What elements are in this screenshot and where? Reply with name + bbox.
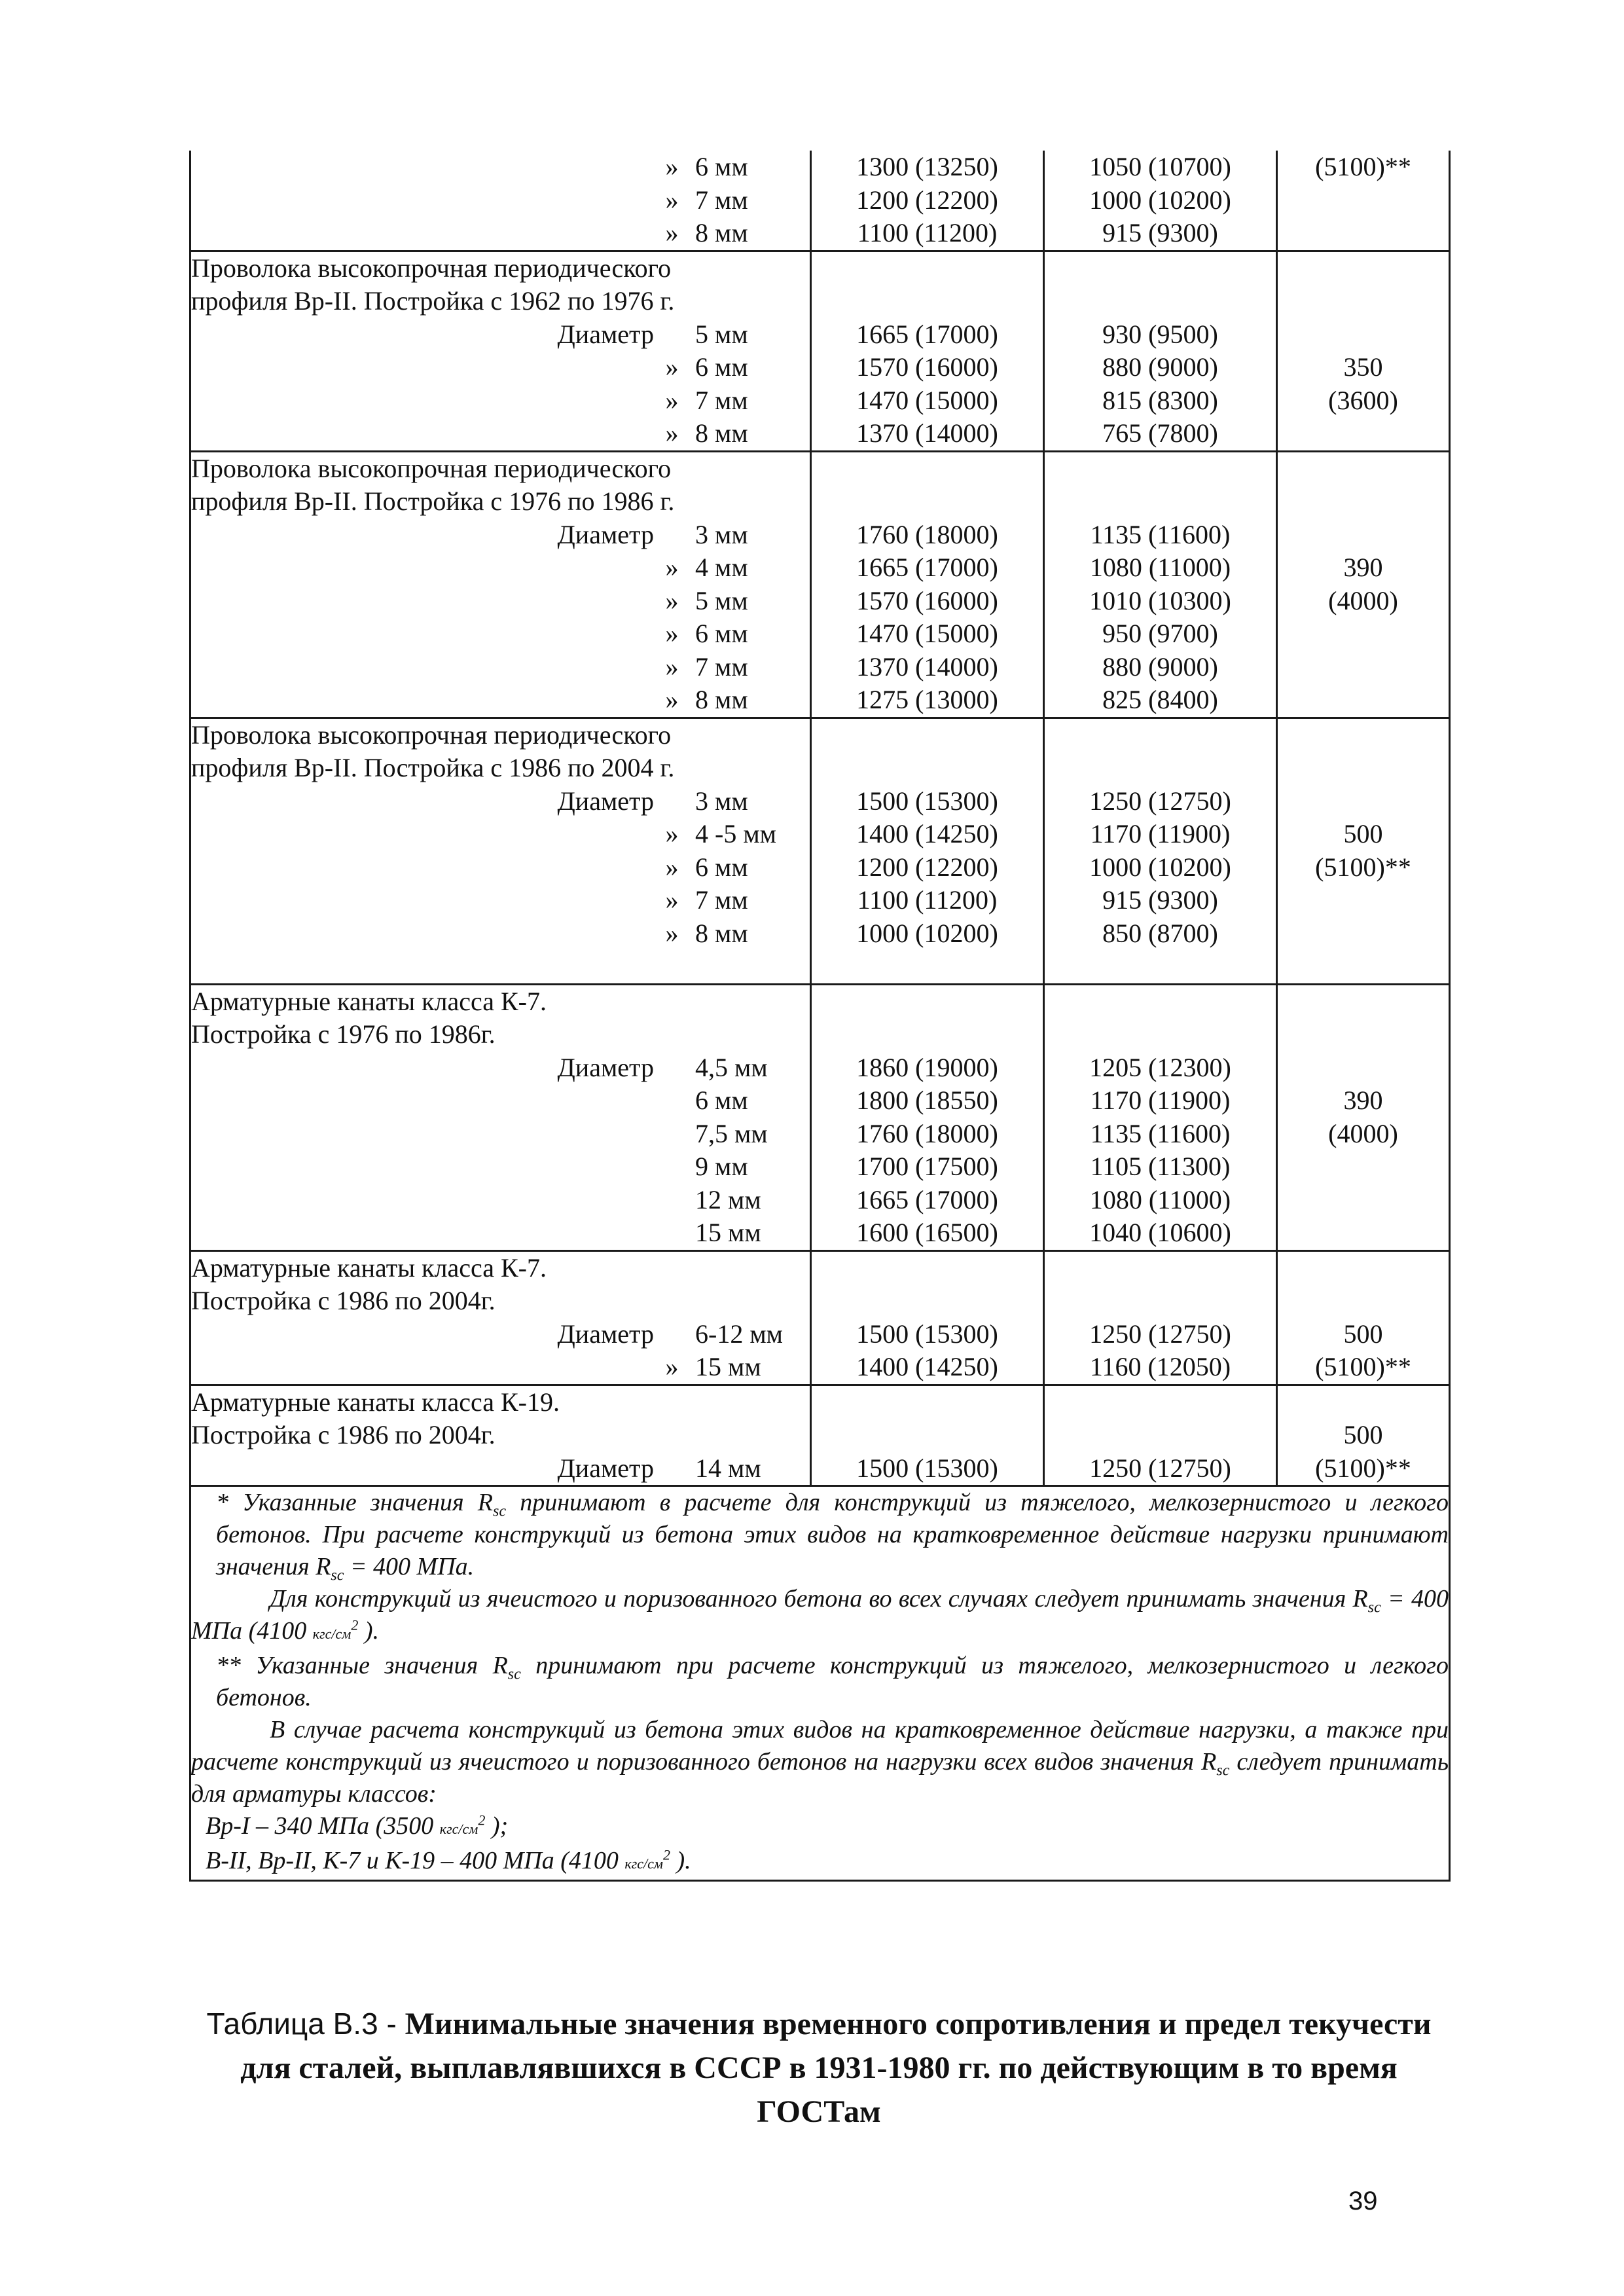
compression-strength-cell	[1277, 451, 1450, 718]
diameter-label: Диаметр	[557, 1052, 654, 1082]
tensile-strength-cell	[811, 1250, 1044, 1385]
tensile-strength-value: 1300 (13250)	[856, 152, 998, 181]
steel-description-cell	[190, 1250, 811, 1385]
compression-strength-value	[1278, 485, 1449, 519]
design-strength-cell	[1044, 451, 1277, 718]
table-body	[190, 151, 1450, 1881]
ditto-mark	[654, 1084, 690, 1118]
compression-strength-value	[1278, 651, 1449, 684]
blank-line	[1045, 252, 1276, 285]
diameter-size: 7,5 мм	[695, 1118, 768, 1148]
ditto-mark	[654, 1452, 690, 1485]
diameter-row	[191, 1452, 810, 1485]
ditto-mark	[654, 1216, 690, 1250]
tensile-strength-value: 1200 (12200)	[856, 852, 998, 882]
ditto-mark: »	[665, 918, 679, 948]
compression-strength-value	[1278, 1184, 1449, 1217]
tensile-strength-value: 1500 (15300)	[856, 1319, 998, 1349]
tensile-strength-value: 1760 (18000)	[856, 1118, 998, 1148]
ditto-mark: »	[665, 185, 679, 215]
diameter-row	[191, 384, 810, 418]
compression-strength-value: (3600)	[1328, 385, 1398, 415]
steel-description-cell	[190, 251, 811, 451]
diameter-row	[191, 217, 810, 250]
tensile-strength-value: 1760 (18000)	[856, 519, 998, 549]
diameter-size: 7 мм	[695, 385, 748, 415]
compression-strength-value: (4000)	[1328, 585, 1398, 615]
ditto-mark: »	[665, 819, 679, 848]
diameter-row	[191, 184, 810, 217]
diameter-label	[191, 417, 654, 450]
compression-strength-value: 390	[1343, 553, 1383, 582]
design-strength-value: 1250 (12750)	[1089, 1319, 1231, 1349]
description-line: Проволока высокопрочная периодического	[191, 453, 672, 483]
tensile-strength-value: 1700 (17500)	[856, 1152, 998, 1181]
diameter-size: 5 мм	[695, 585, 748, 615]
ditto-mark: »	[665, 651, 679, 682]
table-group-row	[190, 251, 1450, 451]
description-line: профиля Вр-II. Постройка с 1976 по 1986 г.	[191, 486, 675, 516]
table-footnotes	[190, 1486, 1450, 1881]
tensile-strength-value: 1470 (15000)	[856, 385, 998, 415]
tensile-strength-value: 1665 (17000)	[856, 319, 998, 349]
diameter-label	[191, 651, 654, 684]
table-group-row	[190, 1385, 1450, 1486]
ditto-mark: »	[665, 152, 679, 181]
tensile-strength-cell	[811, 251, 1044, 451]
footnote-class-b2: В-II, Вр-II, К-7 и К-19 – 400 МПа (4100 кгс/$см^2$ ).	[206, 1846, 691, 1874]
design-strength-value: 1170 (11900)	[1090, 819, 1231, 848]
diameter-row	[191, 818, 810, 851]
design-strength-value: 1000 (10200)	[1089, 185, 1231, 215]
tensile-strength-value: 1665 (17000)	[856, 553, 998, 582]
tensile-strength-value: 1370 (14000)	[856, 651, 998, 682]
ditto-mark: »	[665, 385, 679, 415]
blank-line	[1045, 1419, 1276, 1452]
diameter-row	[191, 151, 810, 184]
ditto-mark: »	[665, 685, 679, 714]
compression-strength-value	[1278, 884, 1449, 917]
diameter-label	[191, 617, 654, 651]
steel-description-cell	[190, 151, 811, 251]
design-strength-value: 1160 (12050)	[1089, 1352, 1231, 1381]
compression-strength-value	[1278, 683, 1449, 717]
diameter-label	[191, 151, 654, 184]
table-caption	[189, 2002, 1449, 2134]
diameter-size: 8 мм	[695, 418, 748, 448]
steel-description-cell	[190, 1385, 811, 1486]
compression-strength-value	[1278, 1285, 1449, 1318]
tensile-strength-value: 1800 (18550)	[856, 1085, 998, 1115]
design-strength-value: 1010 (10300)	[1089, 585, 1231, 615]
footnote-2: ** Указанные значения $R_{sc}$ принимают при расчете конструкций из тяжелого, мелкозернистого и легкого бетонов.	[216, 1652, 1449, 1711]
design-strength-value: 1050 (10700)	[1089, 152, 1231, 181]
blank-line	[812, 752, 1043, 785]
tensile-strength-cell	[811, 718, 1044, 984]
diameter-row	[191, 351, 810, 384]
ditto-mark	[654, 1318, 690, 1351]
caption-title: Минимальные значения временного сопротивления и предел текучести для сталей, выплавлявшихся в СССР в 1931-1980 гг. по действующим в то время ГОСТам	[240, 2007, 1432, 2129]
compression-strength-value: 500	[1343, 1420, 1383, 1449]
diameter-size: 7 мм	[695, 185, 748, 215]
design-strength-value: 765 (7800)	[1102, 418, 1218, 448]
description-line: Проволока высокопрочная периодического	[191, 720, 672, 750]
tensile-strength-cell	[811, 151, 1044, 251]
table-group-row	[190, 984, 1450, 1250]
table-group-row	[190, 1250, 1450, 1385]
diameter-label	[191, 585, 654, 618]
ditto-mark: »	[665, 885, 679, 915]
description-line: Постройка с 1976 по 1986г.	[191, 1019, 496, 1049]
tensile-strength-cell	[811, 984, 1044, 1250]
diameter-label	[191, 1084, 654, 1118]
diameter-label	[191, 851, 654, 884]
design-strength-value: 1080 (11000)	[1089, 1184, 1231, 1214]
diameter-size: 4 мм	[695, 553, 748, 582]
blank-line	[1045, 452, 1276, 486]
design-strength-cell	[1044, 1250, 1277, 1385]
diameter-size: 4,5 мм	[695, 1052, 768, 1082]
blank-line	[1045, 285, 1276, 318]
design-strength-value: 1250 (12750)	[1089, 1453, 1231, 1483]
ditto-mark: »	[665, 352, 679, 382]
diameter-size: 3 мм	[695, 519, 748, 549]
ditto-mark	[654, 1051, 690, 1085]
compression-strength-value: 500	[1343, 1319, 1383, 1349]
tensile-strength-cell	[811, 451, 1044, 718]
ditto-mark	[654, 1150, 690, 1184]
compression-strength-value	[1278, 1150, 1449, 1184]
tensile-strength-value: 1500 (15300)	[856, 1453, 998, 1483]
blank-line	[1045, 1252, 1276, 1285]
ditto-mark: »	[665, 218, 679, 247]
blank-line	[812, 1419, 1043, 1452]
diameter-row	[191, 519, 810, 552]
compression-strength-value	[1278, 752, 1449, 785]
compression-strength-value: (4000)	[1328, 1118, 1398, 1148]
compression-strength-value: (5100)**	[1315, 1453, 1411, 1483]
footnote-2-short-term: В случае расчета конструкций из бетона этих видов на кратковременное действие нагрузки, а также при расчете конструкций из ячеистого и поризованного бетонов на нагрузки всех видов значения $R_{sc}$ следует принимать для арматуры классов:	[191, 1716, 1449, 1808]
diameter-size: 6 мм	[695, 1085, 748, 1115]
tensile-strength-value: 1370 (14000)	[856, 418, 998, 448]
design-strength-cell	[1044, 251, 1277, 451]
compression-strength-value	[1278, 719, 1449, 752]
diameter-label	[191, 1351, 654, 1384]
design-strength-cell	[1044, 1385, 1277, 1486]
compression-strength-value: 390	[1343, 1085, 1383, 1115]
diameter-label	[191, 1184, 654, 1217]
diameter-row	[191, 318, 810, 352]
blank-line	[812, 252, 1043, 285]
ditto-mark: »	[665, 1352, 679, 1381]
table-group-row	[190, 718, 1450, 984]
ditto-mark: »	[665, 553, 679, 582]
diameter-label	[191, 217, 654, 250]
description-line: Арматурные канаты класса К-19.	[191, 1387, 560, 1417]
diameter-row	[191, 1051, 810, 1085]
tensile-strength-value: 1860 (19000)	[856, 1052, 998, 1082]
footnote-class-vr1: Вр-I – 340 МПа (3500 кгс/$см^2$ );	[206, 1812, 509, 1840]
compression-strength-value	[1278, 917, 1449, 951]
diameter-label: Диаметр	[557, 786, 654, 816]
ditto-mark	[654, 785, 690, 818]
caption-prefix: Таблица В.3 -	[206, 2007, 405, 2041]
design-strength-value: 915 (9300)	[1102, 885, 1218, 915]
diameter-label	[191, 1216, 654, 1250]
blank-line	[812, 452, 1043, 486]
compression-strength-value	[1278, 785, 1449, 818]
design-strength-value: 880 (9000)	[1102, 352, 1218, 382]
tensile-strength-value: 1570 (16000)	[856, 585, 998, 615]
compression-strength-value	[1278, 252, 1449, 285]
ditto-mark: »	[665, 619, 679, 648]
compression-strength-value: 500	[1343, 819, 1383, 848]
diameter-size: 6-12 мм	[695, 1319, 783, 1349]
diameter-size: 14 мм	[695, 1453, 761, 1483]
ditto-mark	[654, 519, 690, 552]
diameter-label	[191, 184, 654, 217]
compression-strength-value: (5100)**	[1315, 1352, 1411, 1381]
design-strength-value: 1250 (12750)	[1089, 786, 1231, 816]
compression-strength-value	[1278, 318, 1449, 352]
compression-strength-value	[1278, 519, 1449, 552]
design-strength-cell	[1044, 718, 1277, 984]
compression-strength-value	[1278, 985, 1449, 1019]
diameter-row	[191, 1351, 810, 1384]
diameter-row	[191, 1118, 810, 1151]
steel-description-cell	[190, 984, 811, 1250]
tensile-strength-value: 1470 (15000)	[856, 619, 998, 648]
design-strength-value: 1105 (11300)	[1090, 1152, 1231, 1181]
compression-strength-value: (5100)**	[1315, 852, 1411, 882]
diameter-size: 6 мм	[695, 852, 748, 882]
diameter-row	[191, 1084, 810, 1118]
diameter-row	[191, 785, 810, 818]
diameter-label	[191, 683, 654, 717]
compression-strength-value	[1278, 1216, 1449, 1250]
compression-strength-cell	[1277, 251, 1450, 451]
ditto-mark: »	[665, 585, 679, 615]
compression-strength-value	[1278, 1051, 1449, 1085]
ditto-mark: »	[665, 852, 679, 882]
diameter-label	[191, 1118, 654, 1151]
diameter-size: 6 мм	[695, 619, 748, 648]
blank-line	[1045, 752, 1276, 785]
compression-strength-value	[1278, 617, 1449, 651]
description-line: Постройка с 1986 по 2004г.	[191, 1420, 496, 1449]
blank-line	[1045, 1018, 1276, 1051]
design-strength-value: 1205 (12300)	[1089, 1052, 1231, 1082]
diameter-row	[191, 1150, 810, 1184]
diameter-row	[191, 617, 810, 651]
compression-strength-cell	[1277, 1385, 1450, 1486]
tensile-strength-value: 1665 (17000)	[856, 1184, 998, 1214]
design-strength-value: 1080 (11000)	[1089, 553, 1231, 582]
diameter-row	[191, 651, 810, 684]
diameter-row	[191, 1216, 810, 1250]
diameter-size: 15 мм	[695, 1352, 761, 1381]
table-group-row	[190, 451, 1450, 718]
description-line: Проволока высокопрочная периодического	[191, 253, 672, 283]
design-strength-value: 1135 (11600)	[1090, 1118, 1231, 1148]
diameter-row	[191, 851, 810, 884]
blank-line	[1045, 485, 1276, 519]
diameter-size: 8 мм	[695, 685, 748, 714]
design-strength-value: 915 (9300)	[1102, 218, 1218, 247]
compression-strength-value	[1278, 1386, 1449, 1419]
tensile-strength-cell	[811, 1385, 1044, 1486]
diameter-row	[191, 683, 810, 717]
steel-description-cell	[190, 451, 811, 718]
blank-line	[1045, 985, 1276, 1019]
blank-line	[812, 1018, 1043, 1051]
design-strength-value: 815 (8300)	[1102, 385, 1218, 415]
tensile-strength-value: 1570 (16000)	[856, 352, 998, 382]
design-strength-value: 1000 (10200)	[1089, 852, 1231, 882]
diameter-size: 8 мм	[695, 218, 748, 247]
design-strength-value: 1170 (11900)	[1090, 1085, 1231, 1115]
blank-line	[1045, 719, 1276, 752]
tensile-strength-value: 1100 (11200)	[857, 885, 998, 915]
ditto-mark	[654, 318, 690, 352]
diameter-size: 8 мм	[695, 918, 748, 948]
diameter-label	[191, 384, 654, 418]
diameter-row	[191, 585, 810, 618]
diameter-size: 7 мм	[695, 885, 748, 915]
compression-strength-value	[1278, 1252, 1449, 1285]
design-strength-value: 825 (8400)	[1102, 685, 1218, 714]
ditto-mark: »	[665, 418, 679, 448]
table-group-row	[190, 151, 1450, 251]
tensile-strength-value: 1500 (15300)	[856, 786, 998, 816]
design-strength-value: 950 (9700)	[1102, 619, 1218, 648]
diameter-size: 12 мм	[695, 1184, 761, 1214]
diameter-row	[191, 884, 810, 917]
design-strength-value: 1135 (11600)	[1090, 519, 1231, 549]
diameter-label: Диаметр	[557, 1453, 654, 1483]
compression-strength-value: (5100)**	[1315, 152, 1411, 181]
compression-strength-value	[1278, 452, 1449, 486]
blank-line	[191, 950, 810, 983]
page-number: 39	[1348, 2187, 1378, 2215]
diameter-size: 6 мм	[695, 352, 748, 382]
diameter-row	[191, 551, 810, 585]
tensile-strength-value: 1000 (10200)	[856, 918, 998, 948]
diameter-label: Диаметр	[557, 319, 654, 349]
design-strength-value: 850 (8700)	[1102, 918, 1218, 948]
compression-strength-value	[1278, 1018, 1449, 1051]
blank-line	[812, 985, 1043, 1019]
ditto-mark	[654, 1184, 690, 1217]
diameter-size: 6 мм	[695, 152, 748, 181]
diameter-size: 3 мм	[695, 786, 748, 816]
tensile-strength-value: 1100 (11200)	[857, 218, 998, 247]
footnote-1-cellular: Для конструкций из ячеистого и поризованного бетона во всех случаях следует принимать значения $R_{sc} = 400$ МПа (4100 кгс/$см^2$ ).	[191, 1585, 1449, 1645]
diameter-row	[191, 1318, 810, 1351]
tensile-strength-value: 1200 (12200)	[856, 185, 998, 215]
compression-strength-cell	[1277, 1250, 1450, 1385]
diameter-label	[191, 884, 654, 917]
diameter-label	[191, 917, 654, 951]
notes-row	[190, 1486, 1450, 1881]
reinforcement-strength-table	[189, 151, 1451, 1882]
diameter-size: 9 мм	[695, 1152, 748, 1181]
description-line: Арматурные канаты класса К-7.	[191, 1252, 547, 1283]
blank-line	[812, 1252, 1043, 1285]
diameter-label: Диаметр	[557, 519, 654, 549]
ditto-mark	[654, 1118, 690, 1151]
footnote-1: * Указанные значения $R_{sc}$ принимают в расчете для конструкций из тяжелого, мелкозернистого и легкого бетонов. При расчете конструкций из бетона этих видов на кратковременное действие нагрузки принимают значения $R_{sc} = 400$ МПа.	[216, 1489, 1449, 1584]
design-strength-value: 880 (9000)	[1102, 651, 1218, 682]
diameter-size: 5 мм	[695, 319, 748, 349]
diameter-label	[191, 551, 654, 585]
compression-strength-value	[1278, 285, 1449, 318]
diameter-row	[191, 917, 810, 951]
compression-strength-value	[1278, 417, 1449, 450]
compression-strength-cell	[1277, 984, 1450, 1250]
blank-line	[812, 1285, 1043, 1318]
diameter-row	[191, 417, 810, 450]
diameter-size: 4 -5 мм	[695, 819, 776, 848]
diameter-label	[191, 818, 654, 851]
compression-strength-value: 350	[1343, 352, 1383, 382]
diameter-label	[191, 351, 654, 384]
diameter-label: Диаметр	[557, 1319, 654, 1349]
design-strength-value: 1040 (10600)	[1089, 1218, 1231, 1247]
blank-line	[812, 285, 1043, 318]
tensile-strength-value: 1275 (13000)	[856, 685, 998, 714]
diameter-label	[191, 1150, 654, 1184]
design-strength-cell	[1044, 984, 1277, 1250]
blank-line	[1045, 1285, 1276, 1318]
design-strength-value: 930 (9500)	[1102, 319, 1218, 349]
compression-strength-cell	[1277, 718, 1450, 984]
blank-line	[812, 1386, 1043, 1419]
description-line: Арматурные канаты класса К-7.	[191, 986, 547, 1016]
blank-line	[1045, 1386, 1276, 1419]
diameter-size: 7 мм	[695, 651, 748, 682]
blank-line	[812, 719, 1043, 752]
tensile-strength-value: 1400 (14250)	[856, 1352, 998, 1381]
design-strength-cell	[1044, 151, 1277, 251]
description-line: Постройка с 1986 по 2004г.	[191, 1286, 496, 1315]
blank-line	[812, 485, 1043, 519]
steel-description-cell	[190, 718, 811, 984]
description-line: профиля Вр-II. Постройка с 1986 по 2004 г.	[191, 753, 675, 782]
description-line: профиля Вр-II. Постройка с 1962 по 1976 г.	[191, 286, 675, 316]
tensile-strength-value: 1400 (14250)	[856, 819, 998, 848]
diameter-row	[191, 1184, 810, 1217]
diameter-size: 15 мм	[695, 1218, 761, 1247]
compression-strength-cell	[1277, 151, 1450, 251]
tensile-strength-value: 1600 (16500)	[856, 1218, 998, 1247]
